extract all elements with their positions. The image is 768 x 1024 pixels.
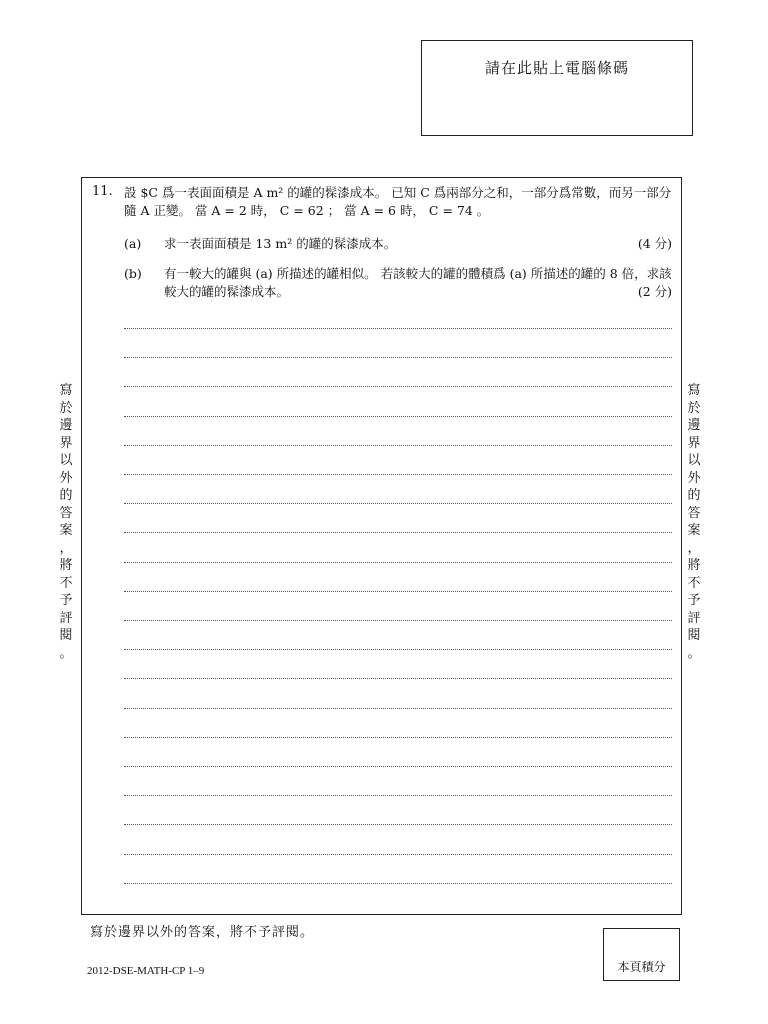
margin-warning-footer: 寫於邊界以外的答案，將不予評閱。	[90, 925, 315, 940]
margin-warning-char: 邊	[687, 418, 701, 433]
answer-line	[124, 386, 672, 387]
answer-line	[124, 883, 672, 884]
margin-warning-char: 以	[59, 453, 73, 468]
margin-warning-char: 的	[687, 488, 701, 503]
margin-warning-char: 外	[687, 470, 701, 486]
answer-line	[124, 562, 672, 563]
page-score-box	[603, 928, 680, 981]
answer-line	[124, 416, 672, 417]
answer-line	[124, 824, 672, 825]
answer-line	[124, 737, 672, 738]
question-text: 設 $C 爲一表面面積是 A m² 的罐的髹漆成本。 已知 C 爲兩部分之和，一部分爲常數，而另一部分隨 A 正變。 當 A = 2 時， C = 62 ； 當 A = 6 時， C = 74 。	[124, 185, 672, 218]
margin-warning-char: 不	[59, 575, 73, 591]
margin-warning-char: 答	[59, 505, 73, 521]
paper-code: 2012-DSE-MATH-CP 1–9	[87, 965, 205, 977]
answer-line	[124, 766, 672, 767]
part-a-marks: (4 分)	[637, 236, 672, 251]
margin-warning-char: 。	[59, 645, 73, 661]
margin-warning-char: 將	[59, 558, 73, 573]
margin-warning-char: 案	[687, 523, 701, 538]
question-part-b	[124, 265, 672, 305]
barcode-label: 請在此貼上電腦條碼	[484, 59, 629, 77]
answer-line	[124, 854, 672, 855]
answer-line	[124, 357, 672, 358]
margin-warning-right	[686, 382, 702, 662]
answer-line	[124, 678, 672, 679]
margin-warning-char: ，	[59, 540, 73, 556]
page-score-label: 本頁積分	[617, 960, 666, 974]
margin-warning-char: 答	[687, 505, 701, 521]
margin-warning-char: 的	[59, 488, 73, 503]
margin-warning-char: 寫	[59, 383, 73, 398]
margin-warning-char: 不	[687, 575, 701, 591]
answer-line	[124, 708, 672, 709]
margin-warning-char: 。	[687, 645, 701, 661]
answer-line	[124, 591, 672, 592]
margin-warning-char: 評	[687, 610, 701, 626]
margin-warning-char: 寫	[687, 383, 701, 398]
part-a-text: 求一表面面積是 13 m² 的罐的髹漆成本。	[164, 236, 397, 251]
margin-warning-char: 外	[59, 470, 73, 486]
margin-warning-char: ，	[687, 540, 701, 556]
answer-line	[124, 503, 672, 504]
answer-line	[124, 445, 672, 446]
answer-line	[124, 795, 672, 796]
question-part-a	[124, 235, 672, 253]
part-a-label: (a)	[124, 236, 142, 251]
margin-warning-char: 評	[59, 610, 73, 626]
margin-warning-char: 界	[687, 435, 701, 451]
answer-line	[124, 649, 672, 650]
part-b-label: (b)	[124, 266, 142, 281]
answer-line	[124, 328, 672, 329]
margin-warning-char: 案	[59, 523, 73, 538]
margin-warning-char: 將	[687, 558, 701, 573]
answer-line	[124, 474, 672, 475]
margin-warning-char: 予	[687, 593, 701, 608]
part-b-marks: (2 分)	[637, 284, 672, 299]
margin-warning-left	[58, 382, 74, 662]
answer-line	[124, 532, 672, 533]
margin-warning-char: 以	[687, 453, 701, 468]
margin-warning-char: 於	[59, 400, 73, 416]
answer-line	[124, 620, 672, 621]
margin-warning-char: 予	[59, 593, 73, 608]
answer-area	[81, 177, 682, 915]
margin-warning-char: 界	[59, 435, 73, 451]
barcode-label-box	[421, 40, 693, 136]
margin-warning-char: 於	[687, 400, 701, 416]
margin-warning-char: 閱	[687, 628, 701, 643]
part-b-text: 有一較大的罐與 (a) 所描述的罐相似。 若該較大的罐的體積爲 (a) 所描述的罐的 8 倍，求該較大的罐的髹漆成本。	[164, 266, 672, 299]
margin-warning-char: 邊	[59, 418, 73, 433]
question-number: 11.	[92, 184, 113, 199]
margin-warning-char: 閱	[59, 628, 73, 643]
